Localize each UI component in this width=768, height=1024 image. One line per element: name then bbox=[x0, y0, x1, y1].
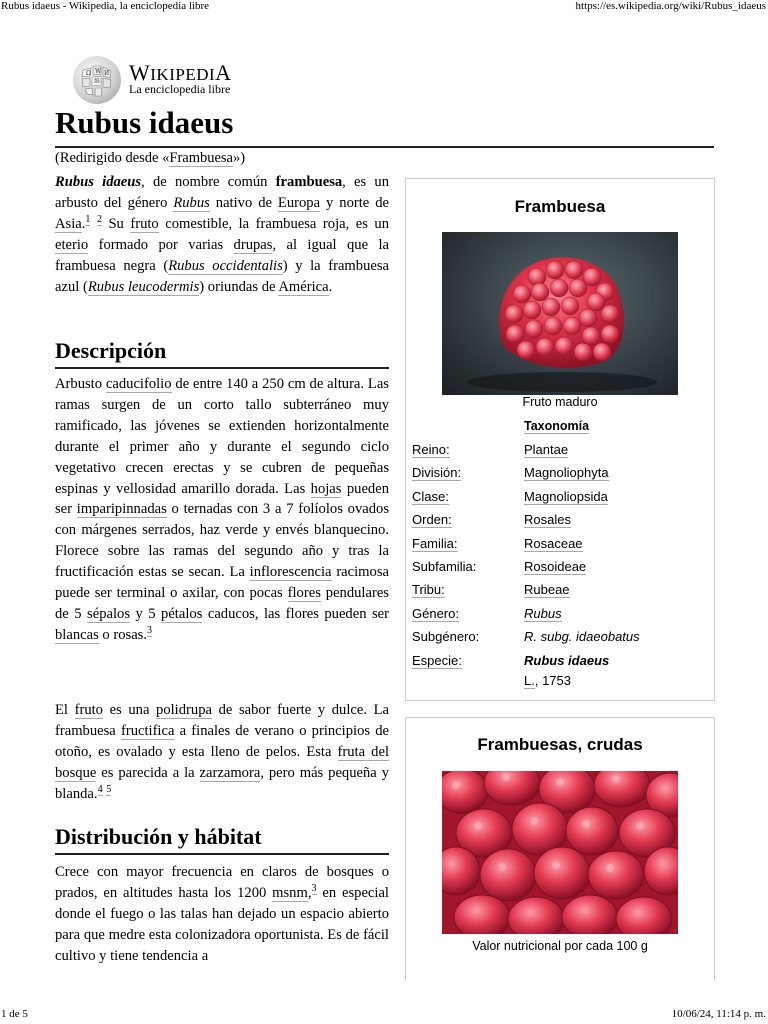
taxonomy-row-familia bbox=[412, 536, 708, 558]
distribucion-paragraph-1: Crece con mayor frecuencia en claros de bosques o prados, en altitudes hasta los 1200 msnm,$^3$ en especial donde el fuego o las talas han dejado un espacio abierto para que medre esta colonizadora oportunista. Es de fácil cultivo y tiene tendencia a bbox=[55, 864, 389, 964]
ref-2[interactable]: 2 bbox=[96, 213, 102, 225]
redirect-note: (Redirigido desde «Frambuesa») bbox=[55, 150, 246, 166]
link-sepalos[interactable]: sépalos bbox=[87, 605, 130, 622]
wikipedia-logo[interactable] bbox=[73, 56, 253, 106]
print-page-title: Rubus idaeus - Wikipedia, la enciclopedia libre bbox=[1, 0, 209, 12]
link-europa[interactable]: Europa bbox=[277, 194, 321, 211]
link-rubus[interactable]: Rubus bbox=[173, 194, 210, 211]
taxonomy-value[interactable]: Magnoliophyta bbox=[524, 465, 609, 480]
link-fruto-2[interactable]: fruto bbox=[74, 702, 103, 718]
link-inflorescencia[interactable]: inflorescencia bbox=[249, 564, 332, 581]
nutrition-box bbox=[405, 717, 715, 980]
link-rubus-occidentalis[interactable]: Rubus occidentalis bbox=[168, 257, 283, 274]
nutrition-caption: Valor nutricional por cada 100 g bbox=[472, 939, 648, 953]
species-authority: L., 1753 bbox=[524, 673, 571, 688]
ref-3b[interactable]: 3 bbox=[311, 883, 317, 895]
taxonomy-key: Subgénero: bbox=[412, 629, 480, 644]
link-polidrupa[interactable]: polidrupa bbox=[156, 702, 212, 718]
taxobox-title: Frambuesa bbox=[514, 197, 606, 216]
taxonomy-row-especie bbox=[412, 653, 708, 675]
taxonomy-value: Rubus idaeus bbox=[524, 653, 610, 668]
descripcion-paragraph-1: Arbusto caducifolio de entre 140 a 250 cm de altura. Las ramas surgen de un corto tallo subterráneo muy ramificado, las jóvenes se extienden horizontalmente durante el primer año y durante el segundo ciclo vegetativo crecen erectas y se cubren de pequeñas espinas y vellosidad amarillo dorada. Las hojas pueden ser imparipinnadas o ternadas con 3 a 7 folíolos ovados con márgenes serrados, haz verde y envés blanquecino. Florece sobre las ramas del segundo año y tras la fructificación estas se secan. La inflorescencia racimosa puede ser terminal o axilar, con pocas flores pendulares de 5 sépalos y 5 pétalos caducos, las flores pueden ser blancas o rosas.$^3$ bbox=[55, 376, 390, 643]
svg-text:Ω: Ω bbox=[86, 70, 91, 77]
print-datetime: 10/06/24, 11:14 p. m. bbox=[671, 1008, 766, 1020]
ref-4[interactable]: 4 bbox=[97, 783, 103, 795]
taxonomy-key[interactable]: Reino: bbox=[412, 442, 450, 457]
intro-paragraph: Rubus idaeus, de nombre común frambuesa, es un arbusto del género Rubus nativo de Europa y norte de Asia.$^1$ $^2$ Su fruto comestible, la frambuesa roja, es un eterio formado por varias drupas, al igual que la frambuesa negra (Rubus occidentalis) y la frambuesa azul (Rubus leucodermis) oriundas de América. bbox=[55, 174, 390, 295]
taxonomy-key[interactable]: División: bbox=[412, 465, 462, 480]
taxonomy-value[interactable]: Rosoideae bbox=[524, 559, 587, 574]
print-page-number: 1 de 5 bbox=[1, 1008, 28, 1020]
section-divider bbox=[55, 367, 389, 369]
link-drupas[interactable]: drupas bbox=[233, 236, 273, 253]
link-petalos[interactable]: pétalos bbox=[161, 605, 203, 622]
taxonomy-row-reino bbox=[412, 442, 708, 464]
taxonomy-key[interactable]: Género: bbox=[412, 606, 459, 621]
taxonomy-row-clase bbox=[412, 489, 708, 511]
link-blancas[interactable]: blancas bbox=[55, 626, 99, 643]
link-rubus-leucodermis[interactable]: Rubus leucodermis bbox=[87, 278, 200, 295]
svg-text:И: И bbox=[104, 70, 110, 77]
wikipedia-tagline: La enciclopedia libre bbox=[129, 82, 231, 96]
link-fructifica[interactable]: fructifica bbox=[120, 722, 175, 739]
raspberries-photo[interactable] bbox=[442, 771, 678, 934]
link-zarzamora[interactable]: zarzamora bbox=[199, 764, 261, 781]
taxonomy-row-orden bbox=[412, 512, 708, 534]
section-heading-distribucion: Distribución y hábitat bbox=[55, 824, 262, 849]
taxonomy-value[interactable]: Rosales bbox=[524, 512, 571, 527]
taxonomy-value: R. subg. idaeobatus bbox=[524, 629, 640, 644]
taxonomy-row-genero bbox=[412, 606, 708, 628]
ref-1[interactable]: 1 bbox=[85, 213, 91, 225]
link-asia[interactable]: Asia bbox=[55, 215, 82, 232]
authority-link[interactable]: L. bbox=[524, 673, 535, 688]
ref-3[interactable]: 3 bbox=[147, 625, 153, 637]
taxobox-image-caption: Fruto maduro bbox=[522, 395, 598, 409]
print-header bbox=[0, 0, 768, 14]
link-imparipinnadas[interactable]: imparipinnadas bbox=[76, 501, 167, 518]
ref-5[interactable]: 5 bbox=[106, 783, 112, 795]
taxonomy-key[interactable]: Tribu: bbox=[412, 582, 445, 597]
taxonomy-row-subgenero bbox=[412, 629, 708, 651]
taxonomy-key[interactable]: Especie: bbox=[412, 653, 462, 668]
print-url: https://es.wikipedia.org/wiki/Rubus_idaeus bbox=[575, 0, 766, 12]
link-eterio[interactable]: eterio bbox=[55, 236, 89, 253]
print-footer bbox=[0, 1008, 768, 1022]
svg-text:維: 維 bbox=[94, 78, 101, 85]
link-flores[interactable]: flores bbox=[287, 585, 321, 602]
taxonomy-key: Subfamilia: bbox=[412, 559, 477, 574]
link-hojas[interactable]: hojas bbox=[310, 480, 342, 497]
taxonomy-value[interactable]: Rubus bbox=[524, 606, 562, 621]
title-divider bbox=[55, 146, 714, 148]
link-america[interactable]: América bbox=[278, 278, 329, 295]
descripcion-paragraph-2: El fruto es una polidrupa de sabor fuerte y dulce. La frambuesa fructifica a finales de verano o principios de otoño, es ovalado y esta lleno de pelos. Esta fruta del bosque es parecida a la zarzamora, pero más pequeña y blanda.$^4$ $^5$ bbox=[55, 702, 389, 802]
raspberry-photo[interactable] bbox=[442, 232, 678, 395]
taxonomy-heading[interactable]: Taxonomía bbox=[524, 419, 590, 433]
taxonomy-key[interactable]: Orden: bbox=[412, 512, 452, 527]
wikipedia-wordmark: WIKIPEDIA bbox=[129, 60, 232, 85]
link-fruta-del-bosque[interactable]: fruta del bosque bbox=[55, 743, 389, 781]
link-caducifolio[interactable]: caducifolio bbox=[105, 376, 172, 392]
nutrition-box-title: Frambuesas, crudas bbox=[477, 735, 643, 754]
taxonomy-key[interactable]: Clase: bbox=[412, 489, 449, 504]
link-fruto[interactable]: fruto bbox=[130, 215, 159, 232]
wikipedia-globe-icon bbox=[73, 56, 121, 104]
taxonomy-value[interactable]: Rubeae bbox=[524, 582, 570, 597]
article-title: Rubus idaeus bbox=[55, 105, 234, 140]
taxonomy-key[interactable]: Familia: bbox=[412, 536, 458, 551]
taxonomy-row-tribu bbox=[412, 582, 708, 604]
taxonomy-row-subfamilia bbox=[412, 559, 708, 581]
svg-text:W: W bbox=[95, 68, 102, 75]
taxonomy-value[interactable]: Magnoliopsida bbox=[524, 489, 608, 504]
taxonomy-value[interactable]: Rosaceae bbox=[524, 536, 583, 551]
taxonomy-row-division bbox=[412, 465, 708, 487]
section-divider bbox=[55, 853, 389, 855]
redirect-link[interactable]: Frambuesa bbox=[169, 150, 233, 166]
taxobox bbox=[405, 178, 715, 701]
taxonomy-value[interactable]: Plantae bbox=[524, 442, 569, 457]
section-heading-descripcion: Descripción bbox=[55, 338, 167, 363]
link-msnm[interactable]: msnm bbox=[272, 884, 308, 901]
